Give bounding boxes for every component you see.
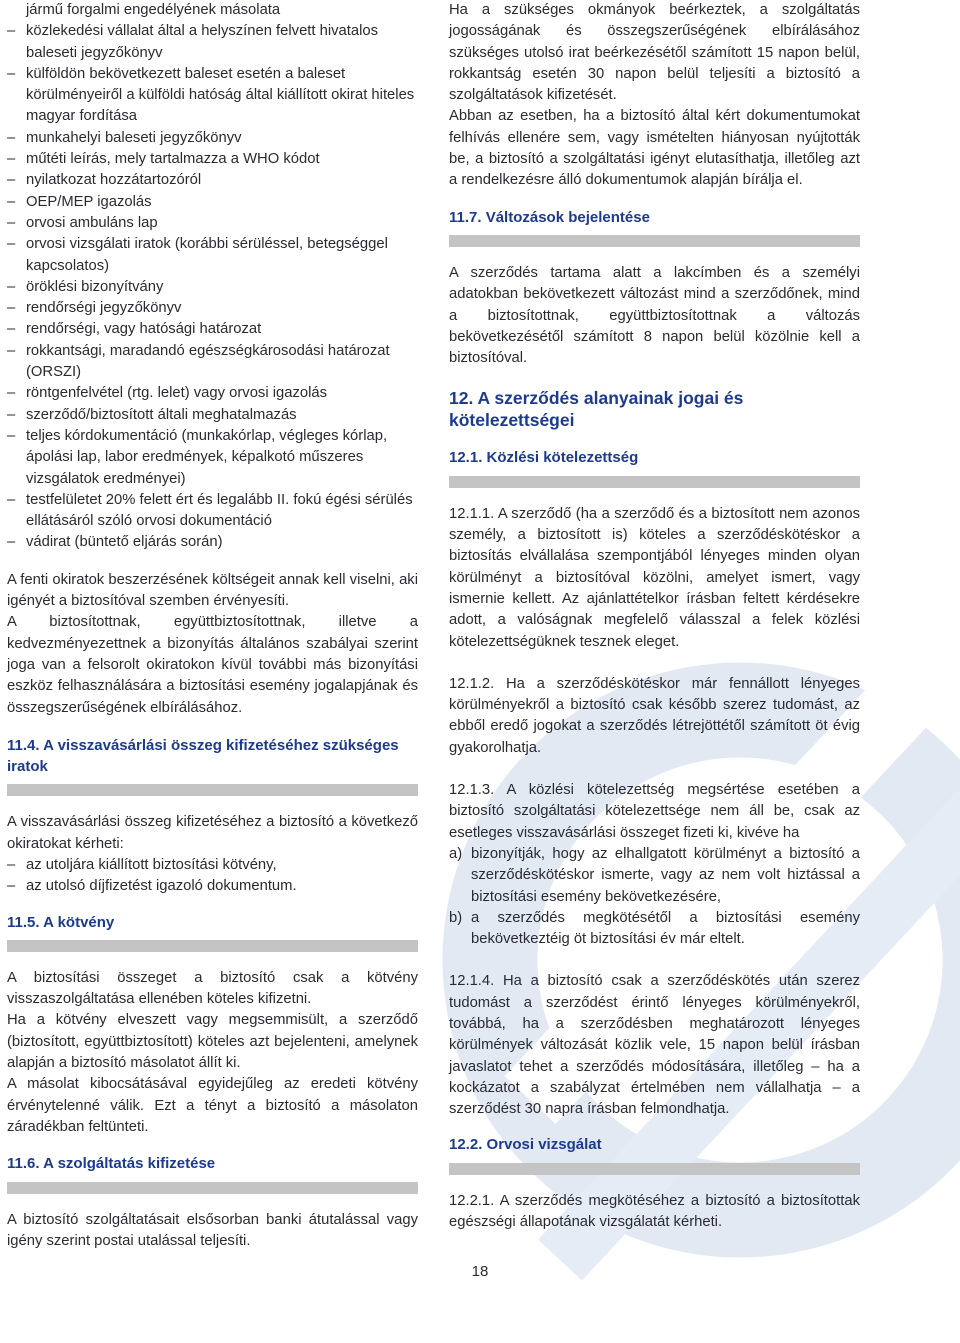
list-label-a: a)	[449, 845, 463, 862]
list-item: – külföldön bekövetkezett baleset esetén a baleset körülményeiről a külföldi hatóság által kiállított okirat hiteles magyar fordítása	[7, 64, 418, 128]
section-divider-bar	[7, 784, 418, 796]
section-divider-bar	[449, 235, 860, 247]
heading-11-6: 11.6. A szolgáltatás kifizetése	[7, 1155, 216, 1173]
list-11-4	[7, 855, 418, 898]
paragraph-11-5-b: Ha a kötvény elveszett vagy megsemmisült, a szerződő (biztosított, együttbiztosított) köteles azt bejelenteni, amelynek alapján a biztosító másolatot állít ki.	[7, 1012, 418, 1072]
paragraph-11-5-a: A biztosítási összeget a biztosító csak a kötvény visszaszolgáltatása ellenében köteles kifizetni.	[7, 969, 418, 1008]
list-item: – az utolsó díjfizetést igazoló dokumentum.	[7, 876, 418, 897]
list-item: – munkahelyi baleseti jegyzőkönyv	[7, 128, 418, 149]
paragraph-12-1-3: 12.1.3. A közlési kötelezettség megsértése esetében a biztosító szolgáltatási kötelezettsége nem áll be, csak az esetleges visszavásárlási összeget fizeti ki, kivéve ha	[449, 782, 860, 841]
list-item-a	[449, 844, 860, 908]
list-item: – röntgenfelvétel (rtg. lelet) vagy orvosi igazolás	[7, 383, 418, 404]
list-item: – OEP/MEP igazolás	[7, 192, 418, 213]
page-number: 18	[471, 1263, 489, 1280]
list-item: – műtéti leírás, mely tartalmazza a WHO kódot	[7, 149, 418, 170]
list-text-a: bizonyítják, hogy az elhallgatott körülményt a biztosító a szerződéskötéskor ismerte, vagy az nem volt hiztással a biztosítási esemény bekövetkezésére,	[471, 845, 860, 905]
list-item-b	[449, 908, 860, 951]
heading-12-1: 12.1. Közlési kötelezettség	[449, 449, 639, 467]
list-item-continued: jármű forgalmi engedélyének másolata	[26, 2, 281, 18]
paragraph-11-6: A biztosító szolgáltatásait elsősorban banki átutalással vagy igény szerint postai utalással teljesíti.	[7, 1211, 418, 1249]
paragraph-missing-documents: Abban az esetben, ha a biztosító által kért dokumentumokat felhívás ellenére sem, vagy ismételten hiányosan nyújtották be, a biztosító a szolgáltatási igényt elutasíthatja, illetőleg azt a rendelkezésre álló dokumentumok alapján bírálja el.	[449, 108, 860, 189]
section-divider-bar	[7, 1182, 418, 1194]
paragraph-11-7: A szerződés tartama alatt a lakcímben és a személyi adatokban bekövetkezett változást mind a szerződőnek, mind a biztosítottnak, együttbiztosítottnak a változás bekövetkezésétől számított 8 napon belül közölnie kell a biztosítóval.	[449, 264, 860, 367]
list-item: – rokkantsági, maradandó egészségkárosodási határozat (ORSZI)	[7, 341, 418, 384]
heading-11-7: 11.7. Változások bejelentése	[449, 208, 650, 226]
left-column	[7, 0, 418, 1252]
list-label-b: b)	[449, 909, 463, 926]
paragraph-costs: A fenti okiratok beszerzésének költségeit annak kell viselni, aki igényét a biztosítóval szemben érvényesíti.	[7, 571, 418, 610]
right-column	[449, 0, 860, 1233]
paragraph-12-2-1: 12.2.1. A szerződés megkötéséhez a biztosító a biztosítottak egészségi állapotának vizsgálatát kérheti.	[449, 1192, 860, 1231]
paragraph-12-1-2: 12.1.2. Ha a szerződéskötéskor már fennállott lényeges körülményekről a biztosító csak később szerez tudomást, az ebből eredő jogokat a szerződés létrejöttétől számított öt évig gyakorolhatja.	[449, 675, 860, 756]
list-item: – orvosi vizsgálati iratok (korábbi sérüléssel, betegséggel kapcsolatos)	[7, 234, 418, 277]
required-documents-list	[7, 21, 418, 553]
list-item: – öröklési bizonyítvány	[7, 277, 418, 298]
list-item: – vádirat (büntető eljárás során)	[7, 532, 418, 553]
list-item: – nyilatkozat hozzátartozóról	[7, 170, 418, 191]
list-item: – az utoljára kiállított biztosítási kötvény,	[7, 855, 418, 876]
section-divider-bar	[449, 1163, 860, 1175]
list-text-b: a szerződés megkötésétől a biztosítási esemény bekövetkeztéig öt biztosítási év már eltelt.	[471, 909, 860, 948]
heading-12: 12. A szerződés alanyainak jogai és kötelezettségei	[449, 388, 744, 431]
section-divider-bar	[7, 940, 418, 952]
list-item: – teljes kórdokumentáció (munkakórlap, végleges kórlap, ápolási lap, labor eredmények, képalkotó műszeres vizsgálatok eredményei)	[7, 426, 418, 490]
paragraph-payment-deadline: Ha a szükséges okmányok beérkeztek, a szolgáltatás jogosságának és összegszerűségének elbírálásához szükséges utolsó irat beérkezésétől számított 15 napon belül, rokkantság esetén 30 napon belül teljesíti a biztosító a szolgáltatások kifizetését.	[449, 2, 860, 104]
heading-11-4: 11.4. A visszavásárlási összeg kifizetéséhez szükséges iratok	[7, 736, 399, 776]
heading-11-5: 11.5. A kötvény	[7, 913, 115, 931]
paragraph-11-5-c: A másolat kibocsátásával egyidejűleg az eredeti kötvény érvénytelenné válik. Ezt a tényt a biztosító a másolaton záradékban feltünteti.	[7, 1076, 418, 1135]
section-divider-bar	[449, 476, 860, 488]
heading-12-2: 12.2. Orvosi vizsgálat	[449, 1136, 602, 1154]
list-item: – szerződő/biztosított általi meghatalmazás	[7, 405, 418, 426]
paragraph-insured-rights: A biztosítottnak, együttbiztosítottnak, illetve a kedvezményezettnek a bizonyítás általános szabályai szerint joga van a felsorolt okiratokon kívül további más bizonyítási eszköz felhasználására a biztosítási esemény jogalapjának és összegszerűségének elbírálásához.	[7, 614, 418, 716]
list-item: – rendőrségi jegyzőkönyv	[7, 298, 418, 319]
paragraph-11-4: A visszavásárlási összeg kifizetéséhez a biztosító a következő okiratokat kérheti:	[7, 814, 418, 852]
list-item: – rendőrségi, vagy hatósági határozat	[7, 319, 418, 340]
list-item: – testfelületet 20% felett ért és legalább II. fokú égési sérülés ellátásáról szóló orvosi dokumentáció	[7, 490, 418, 533]
list-item: – orvosi ambuláns lap	[7, 213, 418, 234]
paragraph-12-1-1: 12.1.1. A szerződő (ha a szerződő és a biztosított nem azonos személy, a biztosított is) köteles a szerződéskötéskor a biztosítás elvállalása szempontjából lényeges minden olyan körülményt a biztosítóval közölni, amelyet ismert, vagy ismernie kellett. Az ajánlattételkor írásban feltett kérdésekre adott, a valóságnak megfelelő válasszal a felek közlési kötelezettségüknek tesznek eleget.	[449, 505, 860, 650]
list-item: – közlekedési vállalat által a helyszínen felvett hivatalos baleseti jegyzőkönyv	[7, 21, 418, 64]
paragraph-12-1-4: 12.1.4. Ha a biztosító csak a szerződéskötés után szerez tudomást a szerződést érintő lényeges körülményekről, továbbá, ha a szerződésben meghatározott lényeges körülmények változását közlik vele, 15 napon belül írásban javaslatot tehet a szerződés módosítására, illetőleg – ha a kockázatot a szabályzat értelmében nem vállalhatja – a szerződést 30 napra írásban felmondhatja.	[449, 973, 860, 1118]
